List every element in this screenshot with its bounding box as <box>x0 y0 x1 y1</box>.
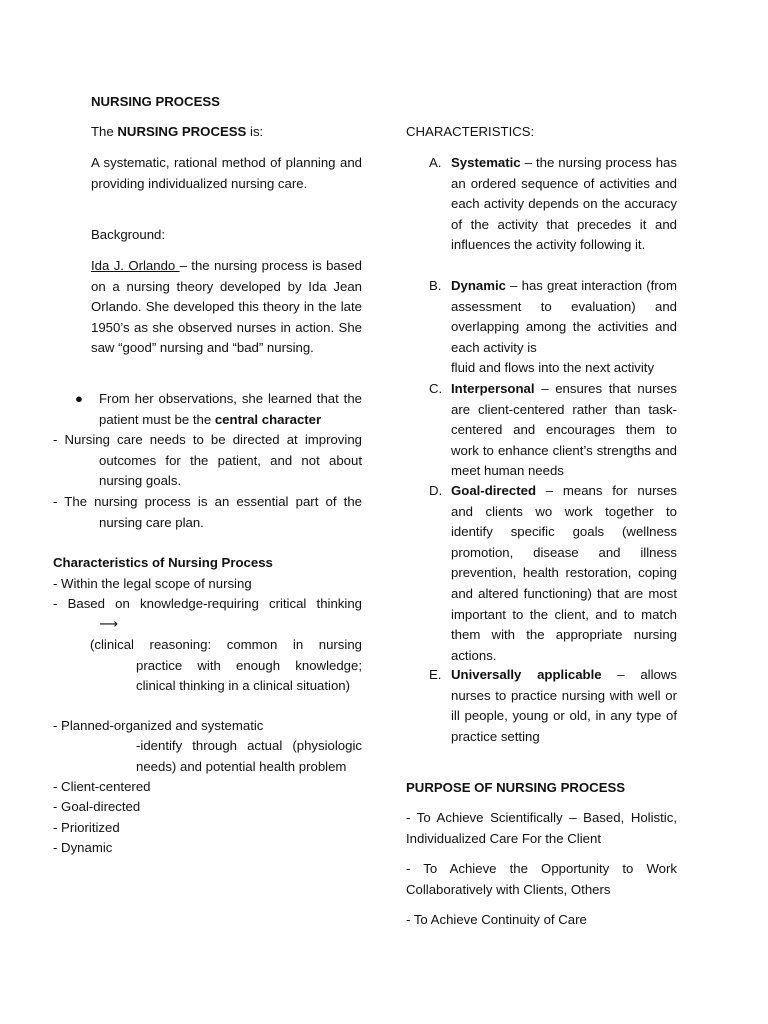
char-item-2-sub: (clinical reasoning: common in nursing practice with enough knowledge; clinical thinking in a clinical situation) <box>90 637 362 694</box>
char-item-2: - Based on knowledge-requiring critical thinking <box>53 596 362 611</box>
list-item-text: Goal-directed – means for nurses and clients wo work together to identify specific goals (wellness promotion, disease and illness prevention, health restoration, coping and altered functioning) that are most important to the client, and to match them with the appropriate nursing actions. <box>451 483 677 663</box>
char-item-7: - Dynamic <box>53 840 113 855</box>
arrow-icon: ⟶ <box>99 616 118 631</box>
list-letter: D. <box>429 483 443 498</box>
char-item-5: - Goal-directed <box>53 799 141 814</box>
list-item-text: Universally applicable – allows nurses to practice nursing with well or ill people, young or old, in any type of practice setting <box>451 667 677 744</box>
char-item-1: - Within the legal scope of nursing <box>53 576 252 591</box>
list-item-text: Systematic – the nursing process has an ordered sequence of activities and each activity depends on the accuracy of the activity that precedes it and influences the activity following it. <box>451 155 677 253</box>
definition-text: A systematic, rational method of planning and providing individualized nursing care. <box>91 155 362 191</box>
list-letter: C. <box>429 381 443 396</box>
char-item-3: - Planned-organized and systematic <box>53 718 264 733</box>
purpose-item-1: - To Achieve Scientifically – Based, Holistic, Individualized Care For the Client <box>406 810 677 846</box>
list-letter: A. <box>429 155 442 170</box>
characteristic-a <box>429 153 677 256</box>
char-item-3-sub: -identify through actual (physiologic needs) and potential health problem <box>136 738 362 774</box>
definition-line: The NURSING PROCESS is: <box>91 124 264 139</box>
characteristic-c <box>429 379 677 482</box>
dash-item-1: - Nursing care needs to be directed at improving outcomes for the patient, and not about nursing goals. <box>53 432 362 489</box>
background-label: Background: <box>91 227 166 242</box>
list-item-text: Dynamic – has great interaction (from assessment to evaluation) and overlapping among the activities and each activity is <box>451 278 677 355</box>
bullet-icon: ● <box>75 391 83 406</box>
list-letter: B. <box>429 278 442 293</box>
purpose-heading: PURPOSE OF NURSING PROCESS <box>406 780 626 795</box>
dash-item-2: - The nursing process is an essential part of the nursing care plan. <box>53 494 362 530</box>
bullet-text: From her observations, she learned that the patient must be the central character <box>99 391 362 427</box>
list-item-text-continued: fluid and flows into the next activity <box>451 360 655 376</box>
purpose-item-3: - To Achieve Continuity of Care <box>406 912 587 927</box>
char-item-4: - Client-centered <box>53 779 151 794</box>
orlando-paragraph: Ida J. Orlando – the nursing process is based on a nursing theory developed by Ida Jean Orlando. She developed this theory in the late 1950’s as she observed nurses in action. She saw “good” nursing and “bad” nursing. <box>91 258 362 356</box>
characteristics-heading: Characteristics of Nursing Process <box>53 555 273 570</box>
characteristic-b <box>429 276 677 379</box>
characteristic-d <box>429 481 677 666</box>
list-item-text: Interpersonal – ensures that nurses are client-centered rather than task-centered and encourages them to work to enhance client’s strengths and meet human needs <box>451 381 677 479</box>
characteristic-e <box>429 665 677 747</box>
purpose-item-2: - To Achieve the Opportunity to Work Collaboratively with Clients, Others <box>406 861 677 897</box>
characteristics-list-heading: CHARACTERISTICS: <box>406 124 535 139</box>
list-letter: E. <box>429 667 442 682</box>
orlando-name: Ida J. Orlando <box>91 258 180 273</box>
page-title: NURSING PROCESS <box>91 94 220 109</box>
char-item-6: - Prioritized <box>53 820 120 835</box>
